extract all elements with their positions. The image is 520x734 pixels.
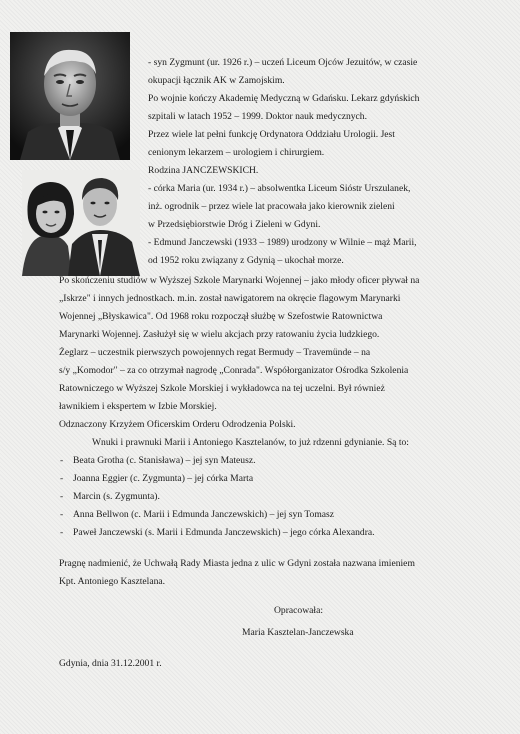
prepared-by-label: Opracowała: (274, 605, 324, 616)
text-line: Odznaczony Krzyżem Oficerskim Orderu Odrodzenia Polski. (59, 419, 296, 430)
text-line: okupacji łącznik AK w Zamojskim. (148, 75, 285, 86)
list-bullet: - (60, 473, 64, 484)
text-line: szpitali w latach 1952 – 1999. Doktor nauk medycznych. (148, 111, 368, 122)
closing-line: Kpt. Antoniego Kasztelana. (59, 576, 166, 587)
list-bullet: - (60, 509, 64, 520)
text-line: „Iskrze" i innych jednostkach. m.in. został nawigatorem na okręcie flagowym Marynarki (59, 293, 401, 304)
text-line: Marynarki Wojennej. Zasłużył się w wielu akcjach przy ratowaniu życia ludzkiego. (59, 329, 380, 340)
list-item: Anna Bellwon (c. Marii i Edmunda Janczewskich) – jej syn Tomasz (73, 509, 335, 520)
prepared-by-name: Maria Kasztelan-Janczewska (242, 627, 354, 638)
closing-line: Pragnę nadmienić, że Uchwałą Rady Miasta jedna z ulic w Gdyni została nazwana imieniem (59, 558, 415, 569)
grandchildren-intro: Wnuki i prawnuki Marii i Antoniego Kasztelanów, to już rdzenni gdynianie. Są to: (92, 437, 409, 448)
portrait-photo-zygmunt (10, 32, 130, 160)
text-line: w Przedsiębiorstwie Dróg i Zieleni w Gdyni. (148, 219, 321, 230)
text-line: Ratowniczego w Wyższej Szkole Morskiej i wykładowca na tej uczelni. Był również (59, 383, 385, 394)
text-line: - syn Zygmunt (ur. 1926 r.) – uczeń Liceum Ojców Jezuitów, w czasie (148, 57, 418, 68)
text-line: - córka Maria (ur. 1934 r.) – absolwentka Liceum Sióstr Urszulanek, (148, 183, 411, 194)
list-bullet: - (60, 527, 64, 538)
list-item: Joanna Eggier (c. Zygmunta) – jej córka Marta (73, 473, 254, 484)
text-line: Po wojnie kończy Akademię Medyczną w Gdańsku. Lekarz gdyńskich (148, 93, 420, 104)
text-line: Wojennej „Błyskawica". Od 1968 roku rozpoczął służbę w Szefostwie Ratownictwa (59, 311, 383, 322)
list-item: Beata Grotha (c. Stanisława) – jej syn Mateusz. (73, 455, 256, 466)
text-line: ławnikiem i ekspertem w Izbie Morskiej. (59, 401, 217, 412)
text-line: inż. ogrodnik – przez wiele lat pracowała jako kierownik zieleni (148, 201, 395, 212)
list-bullet: - (60, 455, 64, 466)
list-item: Marcin (s. Zygmunta). (73, 491, 160, 502)
couple-image (22, 170, 140, 276)
couple-photo-janczewscy (22, 170, 140, 276)
portrait-image (10, 32, 130, 160)
text-line: od 1952 roku związany z Gdynią – ukochał morze. (148, 255, 344, 266)
text-line: - Edmund Janczewski (1933 – 1989) urodzony w Wilnie – mąż Marii, (148, 237, 417, 248)
list-item: Paweł Janczewski (s. Marii i Edmunda Janczewskich) – jego córka Alexandra. (73, 527, 375, 538)
text-line: cenionym lekarzem – urologiem i chirurgiem. (148, 147, 325, 158)
text-line: s/y „Komodor" – za co otrzymał nagrodę „Conrada". Współorganizator Ośrodka Szkolenia (59, 365, 409, 376)
text-line: Przez wiele lat pełni funkcję Ordynatora Oddziału Urologii. Jest (148, 129, 395, 140)
text-line: Żeglarz – uczestnik pierwszych powojennych regat Bermudy – Travemünde – na (59, 347, 371, 358)
text-line: Po skończeniu studiów w Wyższej Szkole Marynarki Wojennej – jako młody oficer pływał na (59, 275, 420, 286)
place-date: Gdynia, dnia 31.12.2001 r. (59, 658, 162, 669)
list-bullet: - (60, 491, 64, 502)
section-heading: Rodzina JANCZEWSKICH. (148, 165, 259, 176)
